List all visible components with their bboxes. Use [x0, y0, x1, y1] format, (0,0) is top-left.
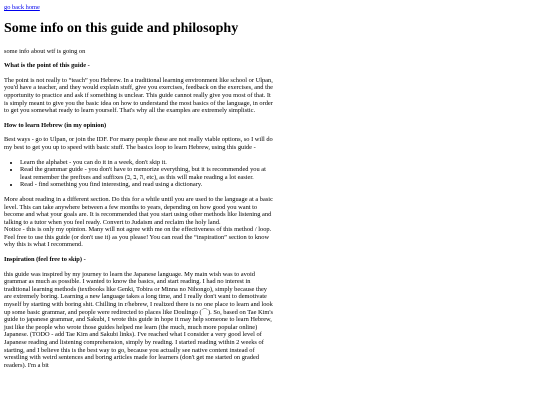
section-point-body: The point is not really to “teach” you Hebrew. In a traditional learning environment like school or Ulpan, you'd have a teacher, and they would explain stuff, give you exercises, feedback on the exercises, and the opportunity to practice and ask if something is unclear. This guide cannot really give you most of that. It is simply meant to give you the basic idea on how to understand the most basics of the language, in order to get you somewhat ready to learn yourself. That's why all the examples are extremely simplistic.	[4, 76, 273, 115]
intro-text: some info about wtf is going on	[4, 47, 86, 55]
section-inspiration-heading: Inspiration (feel free to skip) -	[4, 256, 86, 264]
back-home-link[interactable]: go back home	[4, 4, 40, 11]
section-learn-heading: How to learn Hebrew (in my opinion)	[4, 121, 107, 129]
page-content	[4, 0, 276, 376]
learning-step: • Read - find something you find interesting, and read using a dictionary.	[20, 181, 276, 189]
section-learn-notice: Notice - this is only my opinion. Many will not agree with me on the effectiveness of this method / loop. Feel free to use this guide (or don't use it) as you please! You can read the “inspiration” section to know why this is what I recommend.	[4, 226, 272, 249]
section-inspiration-body: this guide was inspired by my journey to learn the Japanese language. My main wish was to avoid grammar as much as possible. I wanted to know the basics, and start reading. I had no interest in traditional learning methods (textbooks like Genki, Tobira or Minna no Nihongo), simply because they are extremely boring. Learning a new language takes a long time, and I really don't want to demotivate myself by starting with boring shit. Chilling in r/hebrew, I realized there is no one place to learn and look up some basic grammar, and people were redirected to places like Doulingo (⌒). So, based on Tae Kim's guide to japanese grammar, and Sakubi, I wrote this guide in hope it may help someone to learn Hebrew, just like the people who wrote those guides helped me learn (the much, much more popular online) Japanese. (TODO - add Tae Kim and Sakubi links). I've reached what I consider a very good level of Japanese reading and listening comprehension, simply by reading. I started reading within 2 weeks of starting, and I believe this is the best way to go, because you actually see native content instead of wrestling with weird sentences and boring articles made for learners (don't get me started on graded readers). I'm a bit	[4, 270, 274, 369]
page-title: Some info on this guide and philosophy	[4, 20, 239, 36]
learning-step: • Read the grammar guide - you don't have to memorize everything, but it is recommended you at least remember the prefixes and suffixes (ה ,ב ,כ, etc), as this will make reading a lot easier.	[20, 166, 276, 181]
learning-step: • Learn the alphabet - you can do it in a week, don't skip it.	[20, 159, 276, 167]
section-point-heading: What is the point of this guide -	[4, 62, 90, 70]
learning-steps-list	[4, 159, 276, 189]
section-learn-after-list: More about reading in a different section. Do this for a while until you are used to the language at a basic level. This can take anywhere between a few months to years, depending on how good you want to become and what your goals are. It is recommended that you start using other methods like listening and talking to a tutor when you feel ready. Convert to Judaism and reclaim the holy land.	[4, 195, 273, 226]
section-learn-body: Best ways - go to Ulpan, or join the IDF. For many people these are not really viable options, so I will do my best to get you up to speed with basic stuff. The basics loop to learn Hebrew, using this guide -	[4, 136, 273, 151]
